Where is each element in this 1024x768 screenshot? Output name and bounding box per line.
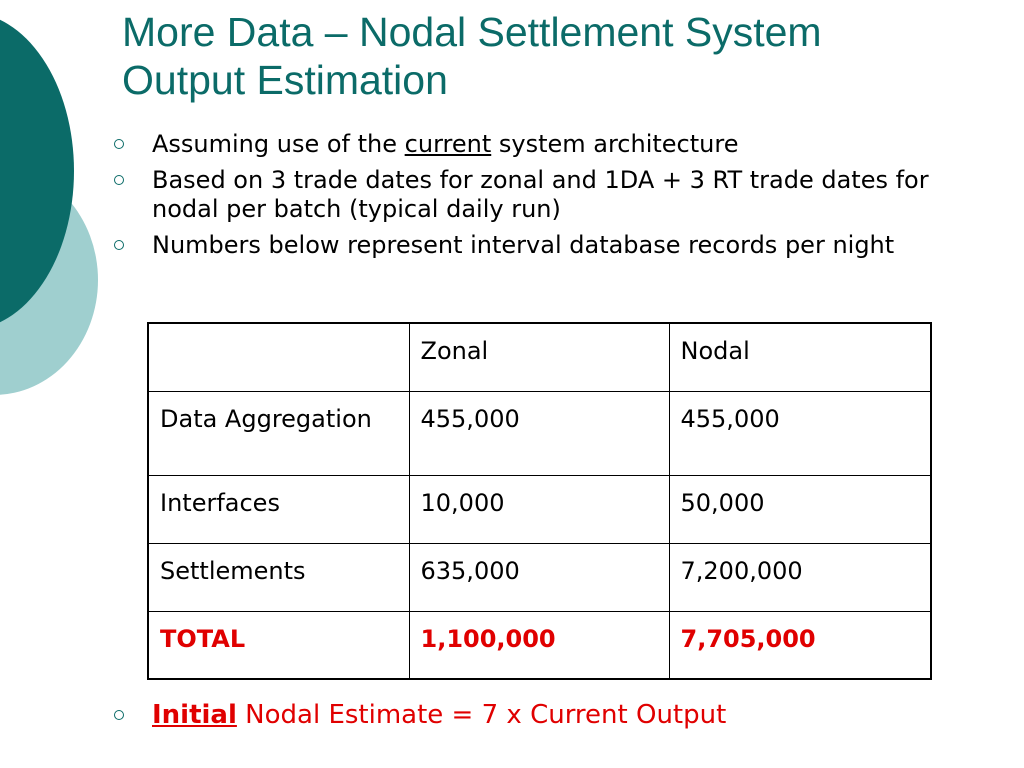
bullet-item-estimate xyxy=(112,698,992,732)
table-cell: 10,000 xyxy=(409,475,669,543)
footer-bullet-list xyxy=(112,698,992,739)
table-total-cell: 7,705,000 xyxy=(669,611,931,679)
bullet-text: Numbers below represent interval database records per night xyxy=(152,231,895,259)
table-row xyxy=(148,543,931,611)
slide-title-line-2: Output Estimation xyxy=(122,57,448,103)
table-cell: 50,000 xyxy=(669,475,931,543)
table-cell: 455,000 xyxy=(669,391,931,475)
table-total-row xyxy=(148,611,931,679)
table-cell: 7,200,000 xyxy=(669,543,931,611)
table-header-cell xyxy=(148,323,409,391)
table-cell: Data Aggregation xyxy=(148,391,409,475)
table-header-cell: Zonal xyxy=(409,323,669,391)
table-row xyxy=(148,391,931,475)
hollow-circle-icon xyxy=(114,175,124,185)
hollow-circle-icon xyxy=(114,139,124,149)
bullet-text: Based on 3 trade dates for zonal and 1DA + 3 RT trade dates for nodal per batch (typical daily run) xyxy=(152,166,929,223)
slide-title-line-1: More Data – Nodal Settlement System xyxy=(122,9,822,55)
table-total-cell: TOTAL xyxy=(148,611,409,679)
table-row xyxy=(148,475,931,543)
hollow-circle-icon xyxy=(114,710,124,720)
table-cell: 455,000 xyxy=(409,391,669,475)
bullet-text-after: system architecture xyxy=(491,130,739,158)
bullet-text-underlined: current xyxy=(404,130,492,158)
bullet-list xyxy=(112,130,992,267)
table-header-cell: Nodal xyxy=(669,323,931,391)
table-cell: Settlements xyxy=(148,543,409,611)
estimate-text: Nodal Estimate = 7 x Current Output xyxy=(236,700,727,730)
slide-title xyxy=(122,8,1002,104)
bullet-item-records xyxy=(112,231,992,260)
bullet-item-trade-dates xyxy=(112,166,992,224)
records-table xyxy=(147,322,932,680)
bullet-text-before: Assuming use of the xyxy=(152,130,405,158)
table-cell: 635,000 xyxy=(409,543,669,611)
table-header-row xyxy=(148,323,931,391)
hollow-circle-icon xyxy=(114,240,124,250)
table-cell: Interfaces xyxy=(148,475,409,543)
bullet-item-architecture xyxy=(112,130,992,159)
table-total-cell: 1,100,000 xyxy=(409,611,669,679)
estimate-emphasis: Initial xyxy=(152,700,237,730)
